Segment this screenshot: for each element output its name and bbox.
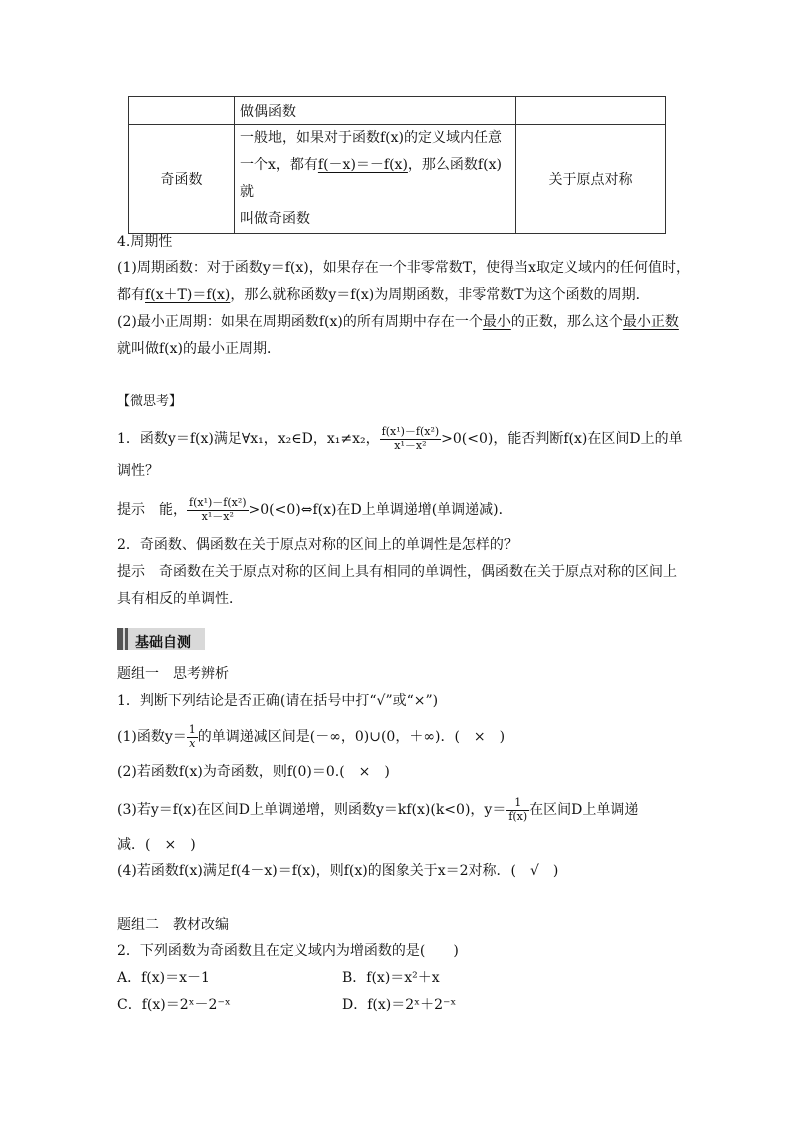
statement-2: (2)若函数f(x)为奇函数，则f(0)＝0.( × ) (117, 764, 390, 780)
difference-quotient: $\frac{\text{f(x¹)－f(x²)}}{\text{x¹－x²}}$ (189, 495, 247, 523)
table-cell: 做偶函数 (235, 97, 516, 125)
table-cell-odd-function: 奇函数 (129, 125, 235, 234)
think-tag: 【微思考】 (117, 394, 183, 409)
header-bar (125, 628, 128, 650)
fraction-one-over-x: $\frac{1}{x}$ (188, 722, 196, 750)
table-cell-definition (235, 125, 516, 234)
min-period-line2: 就叫做f(x)的最小正周期． (117, 341, 282, 357)
definition-line: 一个x，都有f(－x)＝－f(x)，那么函数f(x)就 (240, 157, 502, 200)
group1-title: 题组一 思考辨析 (117, 666, 229, 682)
table-cell-symmetry: 关于原点对称 (516, 125, 666, 234)
periodic-def-line1: (1)周期函数：对于函数y＝f(x)，如果存在一个非零常数T，使得当x取定义域内的任何值时， (117, 260, 690, 276)
question-2-stem: 2．下列函数为奇函数且在定义域内为增函数的是( ) (117, 943, 459, 959)
definitions-table (128, 96, 666, 234)
table-cell (129, 97, 235, 125)
difference-quotient: $\frac{\text{f(x¹)－f(x²)}}{\text{x¹－x²}}$ (381, 424, 440, 452)
fraction-one-over-fx: $\frac{1}{f(x)}$ (508, 795, 528, 823)
definition-line: 叫做奇函数 (240, 211, 310, 227)
periodic-def-line2: 都有f(x＋T)＝f(x)，那么就称函数y＝f(x)为周期函数，非零常数T为这个函数的周期． (117, 287, 650, 303)
statement-1: (1)函数y＝ $\frac{1}{x}$ 的单调递减区间是(－∞，0)∪(0，＋∞)．( × ) (117, 722, 506, 750)
self-test-title: 基础自测 (135, 635, 191, 651)
header-bar (117, 628, 123, 650)
option-d: D．f(x)＝2ˣ＋2⁻ˣ (342, 997, 457, 1013)
definition-line: 一般地，如果对于函数f(x)的定义域内任意 (240, 130, 502, 146)
option-c: C．f(x)＝2ˣ－2⁻ˣ (117, 997, 231, 1013)
table-cell (516, 97, 666, 125)
min-period-line1: (2)最小正周期：如果在周期函数f(x)的所有周期中存在一个最小的正数，那么这个最小正数 (117, 314, 679, 330)
group2-title: 题组二 教材改编 (117, 917, 229, 933)
self-test-header (117, 628, 205, 650)
think-answer-1: 提示 能， $\frac{\text{f(x¹)－f(x²)}}{\text{x¹－x²}}$ >0(<0)⇔f(x)在D上单调递增(单调递减)． (117, 495, 513, 523)
statement-3: (3)若y＝f(x)在区间D上单调递增，则函数y＝kf(x)(k<0)，y＝ $\frac{1}{f(x)}$ 在区间D上单调递 (117, 795, 639, 823)
think-question-2: 2．奇函数、偶函数在关于原点对称的区间上的单调性是怎样的？ (117, 537, 518, 553)
think-answer-2-line1: 提示 奇函数在关于原点对称的区间上具有相同的单调性，偶函数在关于原点对称的区间上 (117, 564, 677, 580)
question-1-stem: 1．判断下列结论是否正确(请在括号中打“√”或“×”) (117, 693, 439, 709)
option-a: A．f(x)＝x－1 (117, 970, 210, 986)
statement-4: (4)若函数f(x)满足f(4－x)＝f(x)，则f(x)的图象关于x＝2对称．( √ ) (117, 863, 559, 879)
think-answer-2-line2: 具有相反的单调性． (117, 591, 243, 607)
think-question-1-cont: 调性？ (117, 463, 159, 479)
think-question-1: 1．函数y＝f(x)满足∀x₁，x₂∈D，x₁≠x₂， $\frac{\text{f(x¹)－f(x²)}}{\text{x¹－x²}}$ >0(<0)，能否判断f(x)在区间D上的单 (117, 424, 683, 452)
option-b: B．f(x)＝x²＋x (342, 970, 440, 986)
statement-3-cont: 减．( × ) (117, 837, 196, 853)
periodicity-heading: 4.周期性 (117, 234, 173, 250)
